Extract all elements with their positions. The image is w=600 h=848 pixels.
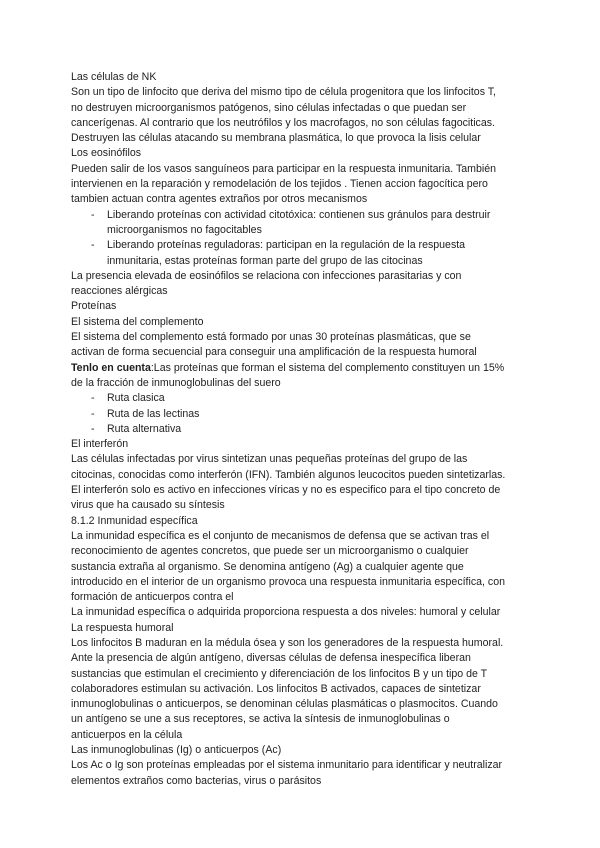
paragraph-line: La presencia elevada de eosinófilos se relaciona con infecciones parasitarias y con bbox=[71, 269, 462, 282]
heading-eosinophils: Los eosinófilos bbox=[71, 147, 142, 160]
heading-complement-system: El sistema del complemento bbox=[71, 315, 204, 328]
list-item bbox=[71, 422, 541, 437]
heading-humoral-response: La respuesta humoral bbox=[71, 621, 174, 634]
list-item-text: Ruta clasica bbox=[107, 392, 165, 405]
list-item bbox=[71, 238, 541, 253]
bullet-dash: - bbox=[91, 407, 95, 420]
bullet-dash: - bbox=[91, 239, 95, 252]
list-item-text: Liberando proteínas con actividad citotóxica: contienen sus gránulos para destruir bbox=[107, 208, 491, 221]
list-item-text: Ruta alternativa bbox=[107, 422, 182, 435]
paragraph-line: colaboradores estimulan su activación. Los linfocitos B activados, capaces de sintetizar bbox=[71, 682, 481, 695]
paragraph-line: intervienen en la reparación y remodelación de los tejidos . Tienen accion fagocítica pero bbox=[71, 178, 488, 191]
paragraph-line: anticuerpos en la célula bbox=[71, 728, 183, 741]
paragraph-line: activan de forma secuencial para conseguir una amplificación de la respuesta humoral bbox=[71, 346, 477, 359]
note-line bbox=[71, 361, 541, 376]
paragraph-line: Las células infectadas por virus sintetizan unas pequeñas proteínas del grupo de las bbox=[71, 453, 468, 466]
paragraph-line: reconocimiento de agentes concretos, que puede ser un microorganismo o cualquier bbox=[71, 545, 469, 558]
paragraph-line: sustancias que estimulan el crecimiento y diferenciación de los linfocitos B y un tipo de T bbox=[71, 667, 488, 680]
paragraph-line: introducido en el interior de un organismo provoca una respuesta inmunitaria específica, con bbox=[71, 575, 506, 588]
paragraph-line: tambien actuan contra agentes extraños por otros mecanismos bbox=[71, 193, 368, 206]
paragraph-line: La inmunidad específica es el conjunto de mecanismos de defensa que se activan tras el bbox=[71, 529, 490, 542]
list-item bbox=[71, 208, 541, 223]
paragraph-line: Pueden salir de los vasos sanguíneos para participar en la respuesta inmunitaria. También bbox=[71, 162, 496, 175]
paragraph-line: un antígeno se une a sus receptores, se activa la síntesis de inmunoglobulinas o bbox=[71, 713, 450, 726]
paragraph-line: inmunoglobulinas o anticuerpos, se denominan células plasmáticas o plasmocitos. Cuando bbox=[71, 698, 498, 711]
heading-immunoglobulins: Las inmunoglobulinas (Ig) o anticuerpos (Ac) bbox=[71, 744, 282, 757]
heading-proteins: Proteínas bbox=[71, 300, 117, 313]
paragraph-line: La inmunidad específica o adquirida proporciona respuesta a dos niveles: humoral y celular bbox=[71, 606, 501, 619]
paragraph-line: Destruyen las células atacando su membrana plasmática, lo que provoca la lisis celular bbox=[71, 132, 481, 145]
document-body bbox=[71, 70, 541, 789]
paragraph-line: sustancia extraña al organismo. Se denomina antígeno (Ag) a cualquier agente que bbox=[71, 560, 464, 573]
bullet-dash: - bbox=[91, 208, 95, 221]
paragraph-line: Son un tipo de linfocito que deriva del mismo tipo de célula progenitora que los linfocitos T, bbox=[71, 86, 496, 99]
paragraph-line: citocinas, conocidas como interferón (IFN). También algunos leucocitos pueden sintetizarlas. bbox=[71, 468, 506, 481]
paragraph-line: El interferón solo es activo en infecciones víricas y no es especifico para el tipo concreto de bbox=[71, 484, 501, 497]
paragraph-line: virus que ha causado su síntesis bbox=[71, 499, 225, 512]
paragraph-line: Los linfocitos B maduran en la médula ósea y son los generadores de la respuesta humoral. bbox=[71, 636, 504, 649]
list-item-continuation: inmunitaria, estas proteínas forman parte del grupo de las citocinas bbox=[107, 254, 423, 267]
paragraph-line: El sistema del complemento está formado por unas 30 proteínas plasmáticas, que se bbox=[71, 331, 471, 344]
paragraph-line: reacciones alérgicas bbox=[71, 285, 168, 298]
paragraph-line: Los Ac o Ig son proteínas empleadas por el sistema inmunitario para identificar y neutralizar bbox=[71, 759, 503, 772]
heading-interferon: El interferón bbox=[71, 438, 129, 451]
paragraph-line: formación de anticuerpos contra el bbox=[71, 591, 234, 604]
paragraph-line: elementos extraños como bacterias, virus o parásitos bbox=[71, 774, 322, 787]
note-text: :Las proteínas que forman el sistema del complemento constituyen un 15% bbox=[150, 361, 505, 374]
paragraph-line: cancerígenas. Al contrario que los neutrófilos y los macrofagos, no son células fagociticas. bbox=[71, 116, 495, 129]
list-item bbox=[71, 407, 541, 422]
bullet-dash: - bbox=[91, 392, 95, 405]
bullet-dash: - bbox=[91, 422, 95, 435]
paragraph-line: de la fracción de inmunoglobulinas del suero bbox=[71, 376, 281, 389]
paragraph-line: no destruyen microorganismos patógenos, sino células infectadas o que puedan ser bbox=[71, 101, 467, 114]
heading-nk-cells: Las células de NK bbox=[71, 71, 157, 83]
paragraph-line: Ante la presencia de algún antígeno, diversas células de defensa inespecífica liberan bbox=[71, 652, 471, 665]
note-label: Tenlo en cuenta bbox=[71, 361, 151, 374]
list-item bbox=[71, 391, 541, 406]
list-item-text: Liberando proteínas reguladoras: participan en la regulación de la respuesta bbox=[107, 239, 466, 252]
list-item-continuation: microorganismos no fagocitables bbox=[107, 223, 262, 236]
list-item-text: Ruta de las lectinas bbox=[107, 407, 200, 420]
heading-specific-immunity: 8.1.2 Inmunidad específica bbox=[71, 514, 198, 527]
